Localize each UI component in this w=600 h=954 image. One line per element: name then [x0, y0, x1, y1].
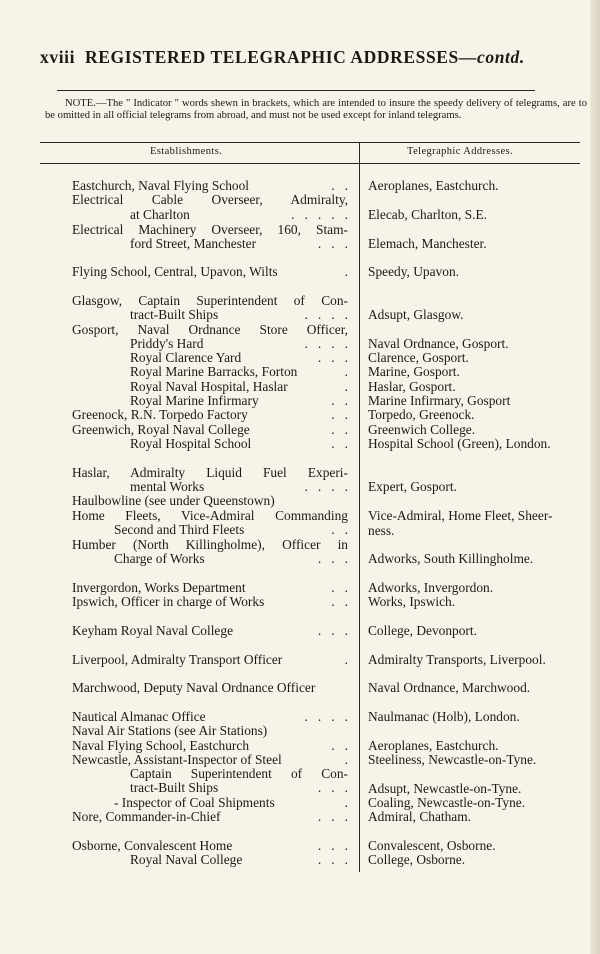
entry-establishment: Newcastle, Assistant-Inspector of Steel . [72, 753, 348, 767]
entry-establishment: ford Street, Manchester . . . [130, 237, 348, 251]
entry-address: Vice-Admiral, Home Fleet, Sheer- [368, 508, 553, 523]
entry-address: Torpedo, Greenock. [368, 407, 475, 422]
table-header-rule [40, 163, 580, 164]
entry-establishment: Second and Third Fleets . . [114, 523, 348, 537]
entry-address: Greenwich College. [368, 422, 476, 437]
page-title-suffix: —contd. [458, 47, 525, 67]
entry-address: Adworks, Invergordon. [368, 580, 494, 595]
entry-establishment: Royal Naval College . . . [130, 853, 348, 867]
entry-address: ness. [368, 523, 395, 538]
entry-address: Admiralty Transports, Liverpool. [368, 652, 546, 667]
entry-establishment: Naval Air Stations (see Air Stations) [72, 724, 268, 738]
entry-establishment: Ipswich, Officer in charge of Works . . [72, 595, 348, 609]
entry-establishment: Captain Superintendent of Con- [130, 767, 348, 781]
entry-establishment: mental Works . . . . [130, 480, 348, 494]
entry-establishment: tract-Built Ships . . . . [130, 308, 348, 322]
note-text: NOTE.—The " Indicator " words shewn in brackets, which are intended to insure the speedy delivery of telegrams, are to be omitted in all official telegrams from abroad, and must not be used except for inland telegrams. [45, 98, 587, 122]
entry-address: College, Osborne. [368, 852, 466, 867]
entry-establishment: tract-Built Ships . . . [130, 781, 348, 795]
entry-establishment: Marchwood, Deputy Naval Ordnance Officer [72, 681, 316, 695]
entry-establishment: Liverpool, Admiralty Transport Officer . [72, 653, 348, 667]
entry-establishment: Electrical Machinery Overseer, 160, Stam- [72, 223, 348, 237]
entry-establishment: Greenock, R.N. Torpedo Factory . . [72, 408, 348, 422]
header-rule [57, 90, 535, 91]
entry-address: Elecab, Charlton, S.E. [368, 207, 487, 222]
entry-establishment: Glasgow, Captain Superintendent of Con- [72, 294, 348, 308]
entry-establishment: Electrical Cable Overseer, Admiralty, [72, 193, 348, 207]
entry-address: Hospital School (Green), London. [368, 436, 551, 451]
column-header-establishments: Establishments. [150, 146, 223, 157]
entry-address: Coaling, Newcastle-on-Tyne. [368, 795, 526, 810]
entry-establishment: Haulbowline (see under Queenstown) [72, 494, 275, 508]
entry-address: College, Devonport. [368, 623, 477, 638]
entry-establishment: Humber (North Killingholme), Officer in [72, 538, 348, 552]
entry-address: Steeliness, Newcastle-on-Tyne. [368, 752, 537, 767]
table-top-rule [40, 142, 580, 143]
entry-establishment: Royal Marine Infirmary . . [130, 394, 348, 408]
entry-address: Marine, Gosport. [368, 364, 460, 379]
entry-address: Clarence, Gosport. [368, 350, 469, 365]
entry-establishment: Naval Flying School, Eastchurch . . [72, 739, 348, 753]
entry-establishment: Royal Marine Barracks, Forton . [130, 365, 348, 379]
entry-establishment: Charge of Works . . . [114, 552, 348, 566]
column-header-addresses: Telegraphic Addresses. [407, 146, 514, 157]
page-title: REGISTERED TELEGRAPHIC ADDRESSES [85, 47, 459, 67]
entry-establishment: Keyham Royal Naval College . . . [72, 624, 348, 638]
entry-establishment: at Charlton . . . . . [130, 208, 348, 222]
page-header [40, 47, 550, 68]
entry-establishment: Invergordon, Works Department . . [72, 581, 348, 595]
entry-establishment: - Inspector of Coal Shipments . [114, 796, 348, 810]
entry-establishment: Eastchurch, Naval Flying School . . [72, 179, 348, 193]
entry-address: Marine Infirmary, Gosport [368, 393, 511, 408]
entry-establishment: Royal Hospital School . . [130, 437, 348, 451]
entry-establishment: Home Fleets, Vice-Admiral Commanding [72, 509, 348, 523]
entry-address: Admiral, Chatham. [368, 809, 472, 824]
entry-address: Works, Ipswich. [368, 594, 456, 609]
entry-address: Aeroplanes, Eastchurch. [368, 738, 499, 753]
entry-address: Aeroplanes, Eastchurch. [368, 178, 499, 193]
entry-address: Naval Ordnance, Marchwood. [368, 680, 531, 695]
entry-establishment: Nore, Commander-in-Chief . . . [72, 810, 348, 824]
entry-address: Speedy, Upavon. [368, 264, 459, 279]
entry-establishment: Royal Clarence Yard . . . [130, 351, 348, 365]
entry-establishment: Haslar, Admiralty Liquid Fuel Experi- [72, 466, 348, 480]
entry-address: Naval Ordnance, Gosport. [368, 336, 509, 351]
page-number: xviii [40, 47, 76, 67]
page-edge [590, 0, 600, 954]
column-divider [359, 142, 360, 872]
entry-establishment: Osborne, Convalescent Home . . . [72, 839, 348, 853]
note-paragraph [45, 98, 587, 122]
entry-establishment: Nautical Almanac Office . . . . [72, 710, 348, 724]
entry-establishment: Royal Naval Hospital, Haslar . [130, 380, 348, 394]
entry-address: Adsupt, Glasgow. [368, 307, 464, 322]
entry-address: Haslar, Gosport. [368, 379, 456, 394]
entry-address: Expert, Gosport. [368, 479, 457, 494]
entry-establishment: Gosport, Naval Ordnance Store Officer, [72, 323, 348, 337]
entry-establishment: Greenwich, Royal Naval College . . [72, 423, 348, 437]
entry-establishment: Flying School, Central, Upavon, Wilts . [72, 265, 348, 279]
entry-address: Convalescent, Osborne. [368, 838, 496, 853]
entry-address: Elemach, Manchester. [368, 236, 487, 251]
entry-address: Naulmanac (Holb), London. [368, 709, 520, 724]
entry-address: Adsupt, Newcastle-on-Tyne. [368, 781, 522, 796]
entry-establishment: Priddy's Hard . . . . [130, 337, 348, 351]
entry-address: Adworks, South Killingholme. [368, 551, 534, 566]
